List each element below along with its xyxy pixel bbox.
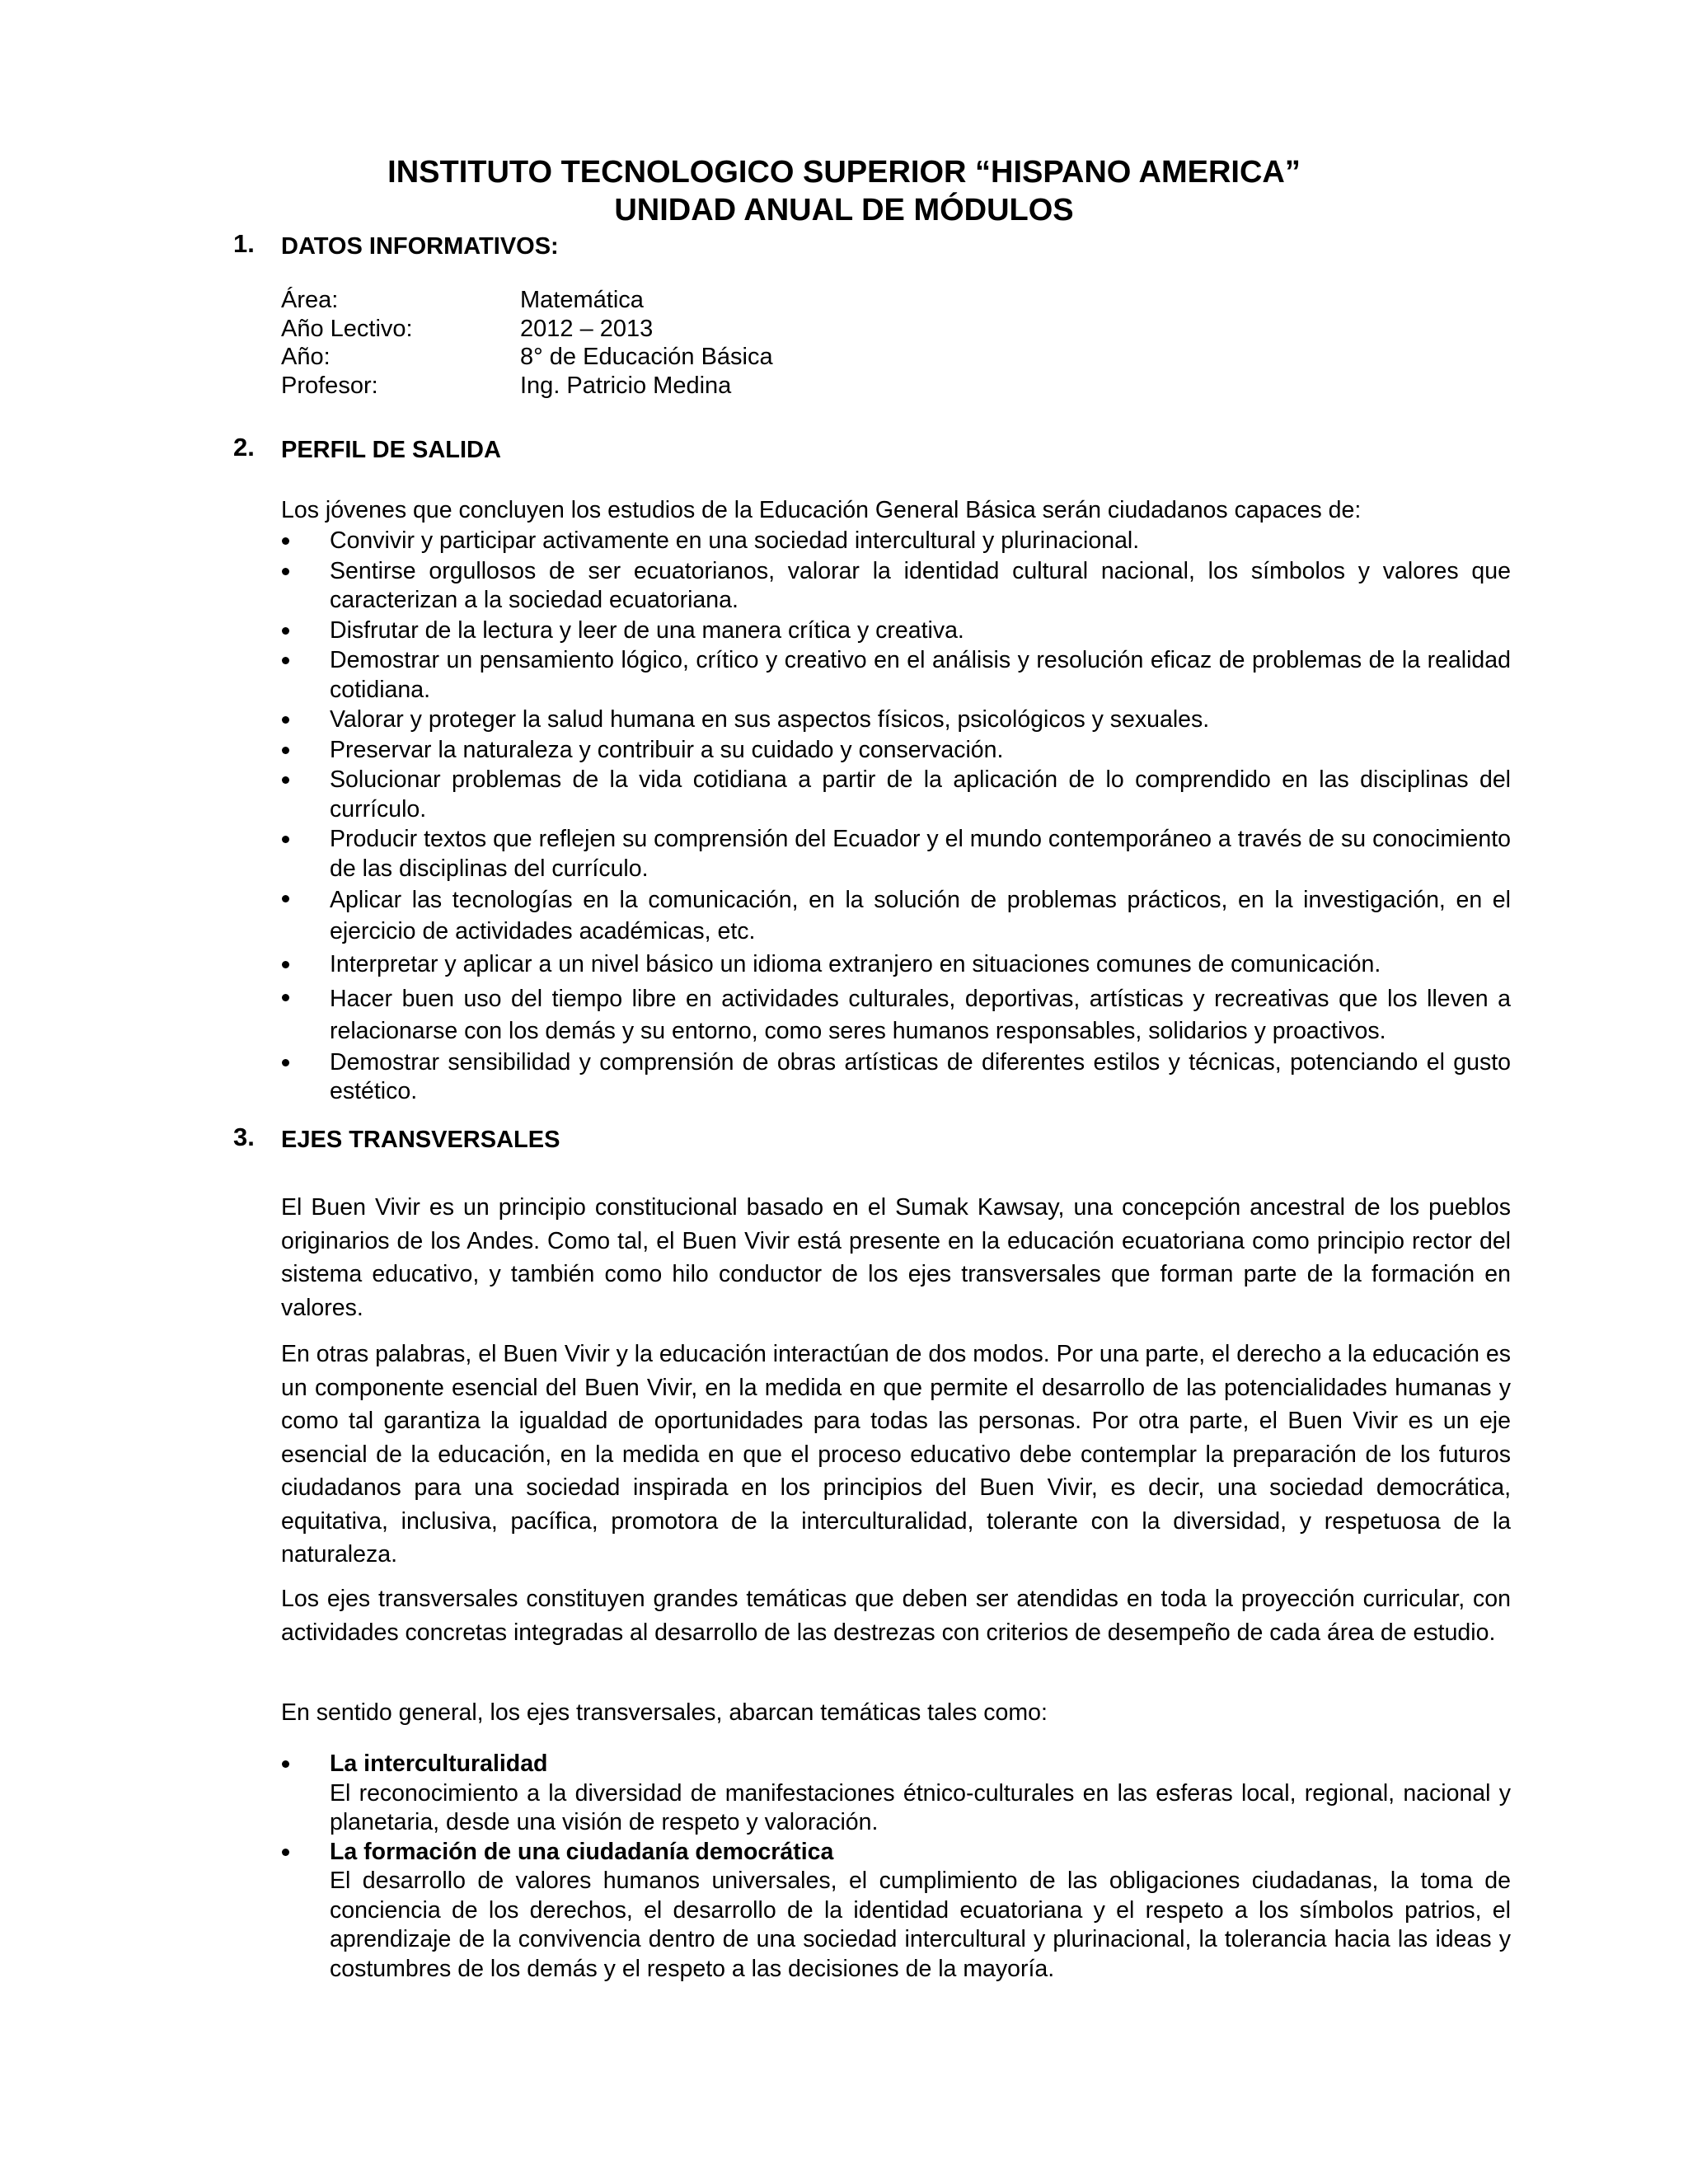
ejes-paragraph: En sentido general, los ejes transversales, abarcan temáticas tales como:: [281, 1699, 1048, 1726]
ejes-paragraph: En otras palabras, el Buen Vivir y la educación interactúan de dos modos. Por una parte, el derecho a la educación es un componente esencial del Buen Vivir, en la medida en que permite el desarrollo de las potencialidades humanas y como tal garantiza la igualdad de oportunidades para todas las personas. Por otra parte, el Buen Vivir es un eje esencial de la educación, en la medida en que el proceso educativo debe contemplar la preparación de los futuros ciudadanos para una sociedad inspirada en los principios del Buen Vivir, es decir, una sociedad democrática, equitativa, inclusiva, pacífica, promotora de la interculturalidad, tolerante con la diversidad, y respetuosa de la naturaleza.: [281, 1341, 1511, 1568]
datos-label: Profesor:: [281, 372, 378, 399]
list-item: [281, 766, 1511, 824]
list-item-text: Aplicar las tecnologías en la comunicación, en la solución de problemas prácticos, en la investigación, en el ejercicio de actividades académicas, etc.: [330, 887, 1511, 944]
section-number: 2.: [233, 433, 255, 462]
list-item: [281, 557, 1511, 616]
datos-value: Matemática: [520, 287, 644, 313]
bullet-icon: [282, 776, 289, 784]
bullet-icon: [282, 994, 289, 1001]
list-item-text: Disfrutar de la lectura y leer de una manera crítica y creativa.: [330, 616, 964, 644]
list-item-text: Valorar y proteger la salud humana en sus aspectos físicos, psicológicos y sexuales.: [330, 706, 1210, 733]
list-item: [281, 884, 1511, 947]
topic-text: El reconocimiento a la diversidad de manifestaciones étnico-culturales en las esferas local, regional, nacional y planetaria, desde una visión de respeto y valoración.: [330, 1779, 1511, 1835]
perfil-intro: Los jóvenes que concluyen los estudios de la Educación General Básica serán ciudadanos capaces de:: [281, 497, 1362, 523]
datos-value: Ing. Patricio Medina: [520, 372, 732, 399]
section-title: PERFIL DE SALIDA: [281, 437, 501, 463]
bullet-icon: [282, 537, 289, 545]
ejes-topics-list: [281, 1750, 1511, 1984]
document-title: UNIDAD ANUAL DE MÓDULOS: [614, 193, 1074, 227]
list-item: [281, 705, 1511, 735]
section-number: 1.: [233, 229, 255, 258]
list-item: [281, 1838, 1511, 1985]
bullet-icon: [282, 895, 289, 902]
list-item: [281, 646, 1511, 705]
section-title: DATOS INFORMATIVOS:: [281, 233, 559, 260]
list-item-text: Hacer buen uso del tiempo libre en actividades culturales, deportivas, artísticas y recreativas que los lleven a relacionarse con los demás y su entorno, como seres humanos responsables, solidarios y proactivos.: [330, 985, 1511, 1044]
list-item-text: Demostrar sensibilidad y comprensión de obras artísticas de diferentes estilos y técnicas, potenciando el gusto estético.: [330, 1048, 1511, 1104]
list-item-text: Sentirse orgullosos de ser ecuatorianos, valorar la identidad cultural nacional, los símbolos y valores que caracterizan a la sociedad ecuatoriana.: [330, 557, 1511, 613]
perfil-list: [281, 527, 1511, 1108]
topic-title: La formación de una ciudadanía democrática: [330, 1838, 834, 1865]
bullet-icon: [282, 1760, 289, 1768]
list-item: [281, 825, 1511, 883]
institution-title: INSTITUTO TECNOLOGICO SUPERIOR “HISPANO AMERICA”: [387, 155, 1301, 190]
topic-title: La interculturalidad: [330, 1750, 548, 1777]
list-item: [281, 736, 1511, 766]
datos-label: Año:: [281, 344, 331, 370]
bullet-icon: [282, 568, 289, 575]
list-item-text: Solucionar problemas de la vida cotidiana a partir de la aplicación de lo comprendido en las disciplinas del currículo.: [330, 766, 1511, 823]
topic-text: El desarrollo de valores humanos universales, el cumplimiento de las obligaciones ciudadanas, la toma de conciencia de los derechos, el desarrollo de la identidad ecuatoriana y el respeto a los símbolos patrios, el aprendizaje de la convivencia dentro de una sociedad intercultural y plurinacional, la tolerancia hacia las ideas y costumbres de los demás y el respeto a las decisiones de la mayoría.: [330, 1868, 1511, 1982]
list-item-text: Interpretar y aplicar a un nivel básico un idioma extranjero en situaciones comunes de comunicación.: [330, 951, 1381, 977]
bullet-icon: [282, 747, 289, 754]
list-item: [281, 1048, 1511, 1107]
section-number: 3.: [233, 1122, 255, 1151]
bullet-icon: [282, 1059, 289, 1066]
datos-label: Área:: [281, 287, 339, 313]
bullet-icon: [282, 627, 289, 635]
list-item-text: Convivir y participar activamente en una sociedad intercultural y plurinacional.: [330, 527, 1140, 554]
list-item-text: Preservar la naturaleza y contribuir a su cuidado y conservación.: [330, 736, 1004, 763]
list-item-text: Producir textos que reflejen su comprensión del Ecuador y el mundo contemporáneo a través de su conocimiento de las disciplinas del currículo.: [330, 826, 1511, 882]
list-item: [281, 1750, 1511, 1838]
datos-value: 8° de Educación Básica: [520, 344, 773, 370]
bullet-icon: [282, 1849, 289, 1856]
bullet-icon: [282, 961, 289, 968]
list-item: [281, 983, 1511, 1047]
list-item-text: Demostrar un pensamiento lógico, crítico y creativo en el análisis y resolución eficaz de problemas de la realidad cotidiana.: [330, 647, 1511, 703]
section-title: EJES TRANSVERSALES: [281, 1127, 560, 1153]
bullet-icon: [282, 657, 289, 664]
ejes-paragraph: Los ejes transversales constituyen grandes temáticas que deben ser atendidas en toda la proyección curricular, con actividades concretas integradas al desarrollo de las destrezas con criterios de desempeño de cada área de estudio.: [281, 1586, 1511, 1646]
ejes-paragraph: El Buen Vivir es un principio constitucional basado en el Sumak Kawsay, una concepción ancestral de los pueblos originarios de los Andes. Como tal, el Buen Vivir está presente en la educación ecuatoriana como principio rector del sistema educativo, y también como hilo conductor de los ejes transversales que forman parte de la formación en valores.: [281, 1194, 1511, 1321]
datos-label: Año Lectivo:: [281, 315, 413, 342]
list-item: [281, 527, 1511, 556]
list-item: [281, 616, 1511, 646]
list-item: [281, 950, 1511, 980]
datos-value: 2012 – 2013: [520, 315, 654, 342]
bullet-icon: [282, 836, 289, 843]
bullet-icon: [282, 716, 289, 724]
